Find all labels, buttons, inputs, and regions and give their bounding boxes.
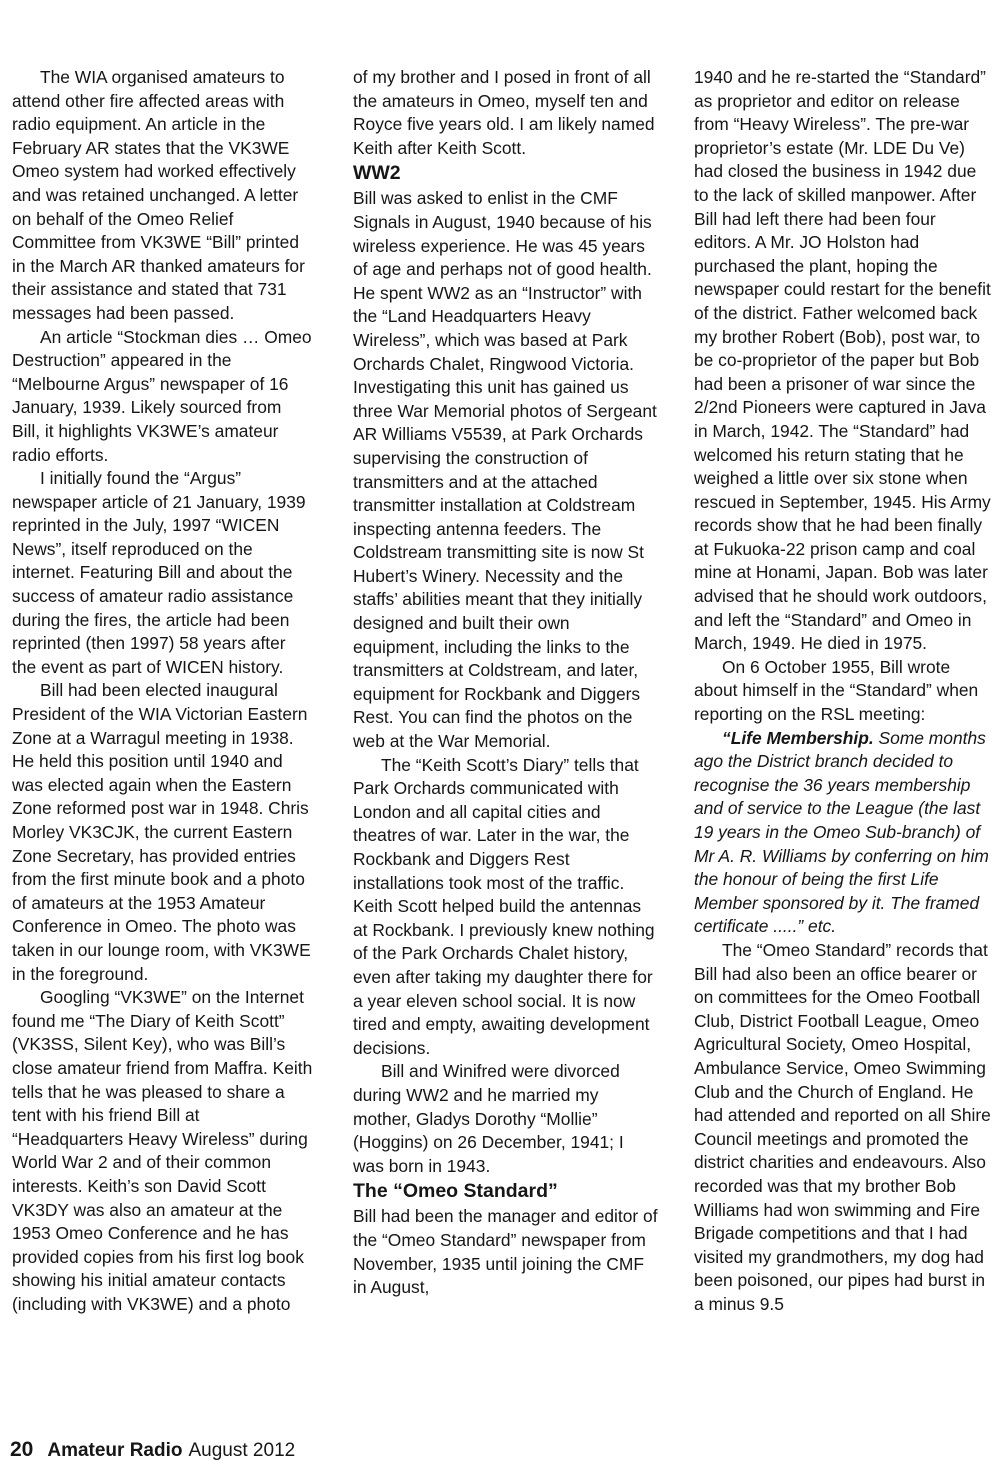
quote-text: Some months ago the District branch decided to recognise the 36 years membership and of service to the League (the last 19 years in the Omeo Sub-branch) of Mr A. R. Williams by conferring on him the honour of being the first Life Member sponsored by it. The framed certificate .....” etc. (694, 727, 989, 937)
paragraph: Bill had been elected inaugural President of the WIA Victorian Eastern Zone at a Warragul meeting in 1938. He held this position until 1940 and was elected again when the Eastern Zone reformed post war in 1948. Chris Morley VK3CJK, the current Eastern Zone Secretary, has provided entries from the first minute book and a photo of amateurs at the 1953 Amateur Conference in Omeo. The photo was taken in our lounge room, with VK3WE in the foreground. (12, 680, 311, 984)
section-heading-ww2: WW2 (353, 162, 401, 185)
magazine-title: Amateur Radio (47, 1440, 183, 1461)
paragraph: Bill and Winifred were divorced during WW2 and he married my mother, Gladys Dorothy “Mollie” (Hoggins) on 26 December, 1941; I was born in 1943. (353, 1061, 624, 1176)
paragraph: Googling “VK3WE” on the Internet found me “The Diary of Keith Scott” (VK3SS, Silent Key), who was Bill’s close amateur friend from Maffra. Keith tells that he was pleased to share a tent with his friend Bill at “Headquarters Heavy Wireless” during World War 2 and of their common interests. Keith’s son David Scott VK3DY was also an amateur at the 1953 Omeo Conference and he has provided copies from his first log book showing his initial amateur contacts (including with VK3WE) and a photo (12, 987, 313, 1314)
paragraph: The “Omeo Standard” records that Bill had also been an office bearer or on committees for the Omeo Football Club, District Football League, Omeo Agricultural Society, Omeo Hospital, Ambulance Service, Omeo Swimming Club and the Church of England. He had attended and reported on all Shire Council meetings and promoted the district charities and endeavours. Also recorded was that my brother Bob Williams had won swimming and Fire Brigade competitions and that I had visited my grandmothers, my dog had been poisoned, our pipes had burst in a minus 9.5 (694, 939, 991, 1314)
paragraph: The “Keith Scott’s Diary” tells that Park Orchards communicated with London and all capital cities and theatres of war. Later in the war, the Rockbank and Diggers Rest installations took most of the traffic. Keith Scott helped build the antennas at Rockbank. I previously knew nothing of the Park Orchards Chalet history, even after taking my daughter there for a year eleven school social. It is now tired and empty, awaiting development decisions. (353, 754, 655, 1058)
section-heading-omeo-standard: The “Omeo Standard” (353, 1180, 558, 1203)
paragraph: The WIA organised amateurs to attend other fire affected areas with radio equipment. An article in the February AR states that the VK3WE Omeo system had worked effectively and was retained unchanged. A letter on behalf of the Omeo Relief Committee from VK3WE “Bill” printed in the March AR thanked amateurs for their assistance and stated that 731 messages had been passed. (12, 67, 305, 323)
paragraph: Bill was asked to enlist in the CMF Signals in August, 1940 because of his wireless experience. He was 45 years of age and perhaps not of good health. He spent WW2 as an “Instructor” with the “Land Headquarters Heavy Wireless”, which was based at Park Orchards Chalet, Ringwood Victoria. Investigating this unit has gained us three War Memorial photos of Sergeant AR Williams V5539, at Park Orchards supervising the construction of transmitters and at the attached transmitter installation at Coldstream inspecting antenna feeders. The Coldstream transmitting site is now St Hubert’s Winery. Necessity and the staffs’ abilities meant that they initially designed and built their own equipment, including the links to the transmitters at Coldstream, and later, equipment for Rockbank and Diggers Rest. You can find the photos on the web at the War Memorial. (353, 188, 657, 752)
paragraph: On 6 October 1955, Bill wrote about himself in the “Standard” when reporting on the RSL meeting: (694, 656, 979, 725)
issue-date: August 2012 (188, 1440, 296, 1461)
paragraph: 1940 and he re-started the “Standard” as proprietor and editor on release from “Heavy Wireless”. The pre-war proprietor’s estate (Mr. LDE Du Ve) had closed the business in 1942 due to the lack of skilled manpower. After Bill had left there had been four editors. A Mr. JO Holston had purchased the plant, hoping the newspaper could restart for the benefit of the district. Father welcomed back my brother Robert (Bob), post war, to be co-proprietor of the paper but Bob had been a prisoner of war since the 2/2nd Pioneers were captured in Java in March, 1942. The “Standard” had welcomed his return stating that he weighed a little over six stone when rescued in September, 1945. His Army records show that he had been finally at Fukuoka-22 prison camp and coal mine at Honami, Japan. Bob was later advised that he should work outdoors, and left the “Standard” and Omeo in March, 1949. He died in 1975. (694, 67, 991, 654)
paragraph: I initially found the “Argus” newspaper article of 21 January, 1939 reprinted in the July, 1997 “WICEN News”, itself reproduced on the internet. Featuring Bill and about the success of amateur radio assistance during the fires, the article had been reprinted (then 1997) 58 years after the event as part of WICEN history. (12, 468, 306, 677)
quote-lead: “Life Membership. (722, 727, 874, 748)
paragraph: Bill had been the manager and editor of the “Omeo Standard” newspaper from November, 1935 until joining the CMF in August, (353, 1206, 658, 1298)
article-column-3 (694, 66, 994, 1316)
page-number: 20 (10, 1438, 34, 1461)
quoted-passage (694, 727, 994, 939)
paragraph: An article “Stockman dies … Omeo Destruction” appeared in the “Melbourne Argus” newspaper of 16 January, 1939. Likely sourced from Bill, it highlights VK3WE’s amateur radio efforts. (12, 326, 312, 465)
article-column-2 (353, 66, 658, 1300)
article-column-1 (12, 66, 314, 1316)
page-footer (10, 1438, 295, 1463)
paragraph: of my brother and I posed in front of all the amateurs in Omeo, myself ten and Royce five years old. I am likely named Keith after Keith Scott. (353, 67, 655, 158)
